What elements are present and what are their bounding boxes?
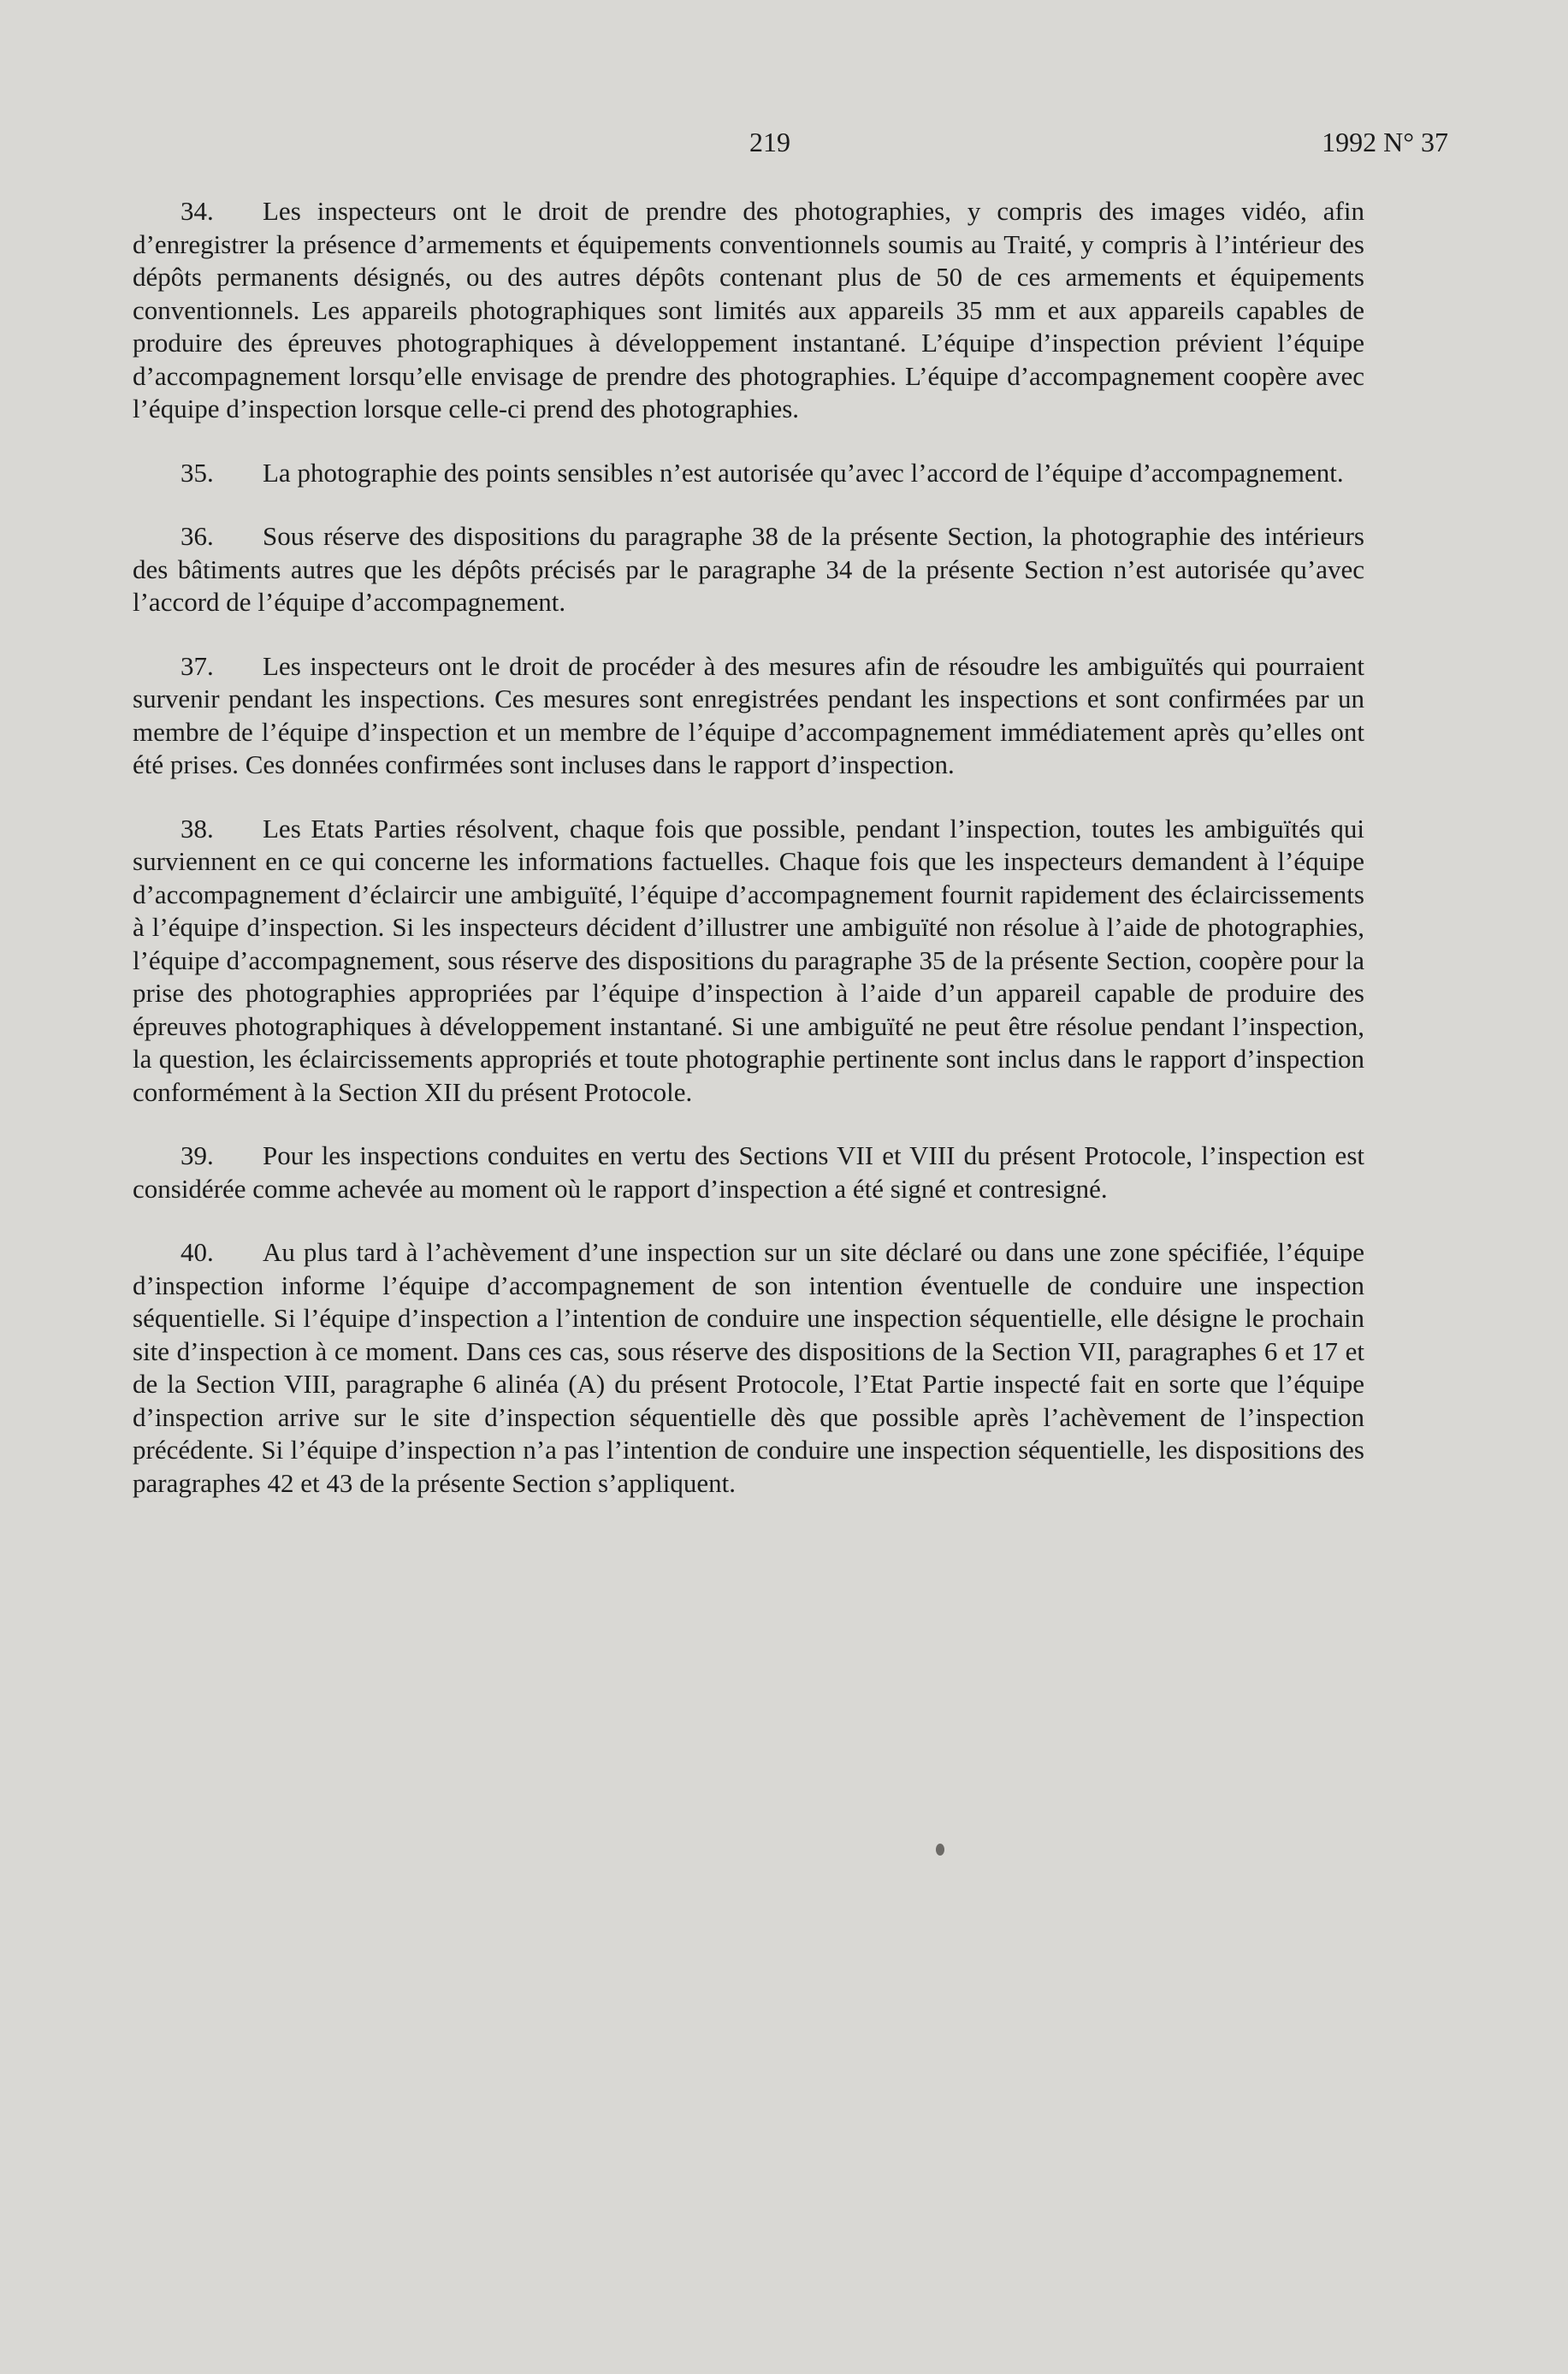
paragraph-40 [133, 1236, 1364, 1500]
issue-reference: 1992 N° 37 [1322, 127, 1448, 157]
paragraph-number: 40. [180, 1237, 214, 1267]
ink-spot [936, 1844, 944, 1856]
paragraph-34 [133, 195, 1364, 426]
paragraph-number: 35. [180, 457, 214, 488]
paragraph-35 [133, 457, 1364, 490]
paragraph-number: 34. [180, 196, 214, 226]
paragraph-text: Les inspecteurs ont le droit de procéder à des mesures afin de résoudre les ambiguïtés qui pourraient survenir pendant les inspections. Ces mesures sont enregistrées pendant les inspections et sont confirmées par un membre de l’équipe d’inspection et un membre de l’équipe d’accompagnement immédiatement après qu’elles ont été prises. Ces données confirmées sont incluses dans le rapport d’inspection. [133, 650, 1364, 779]
paragraph-text: Les inspecteurs ont le droit de prendre des photographies, y compris des images vidéo, afin d’enregistrer la présence d’armements et équipements conventionnels soumis au Traité, y compris à l’intérieur des dépôts permanents désignés, ou des autres dépôts contenant plus de 50 de ces armements et équipements conventionnels. Les appareils photographiques sont limités aux appareils 35 mm et aux appareils capables de produire des épreuves photographiques à développement instantané. L’équipe d’inspection prévient l’équipe d’accompagnement lorsqu’elle envisage de prendre des photographies. L’équipe d’accompagnement coopère avec l’équipe d’inspection lorsque celle-ci prend des photographies. [133, 196, 1364, 423]
page-header [0, 127, 1568, 161]
paragraph-37 [133, 650, 1364, 782]
page-number: 219 [749, 127, 790, 157]
paragraph-text: Sous réserve des dispositions du paragraphe 38 de la présente Section, la photographie des intérieurs des bâtiments autres que les dépôts précisés par le paragraphe 34 de la présente Section n’est autorisée qu’avec l’accord de l’équipe d’accompagnement. [133, 521, 1364, 617]
paragraph-number: 39. [180, 1140, 214, 1170]
paragraph-text: Pour les inspections conduites en vertu des Sections VII et VIII du présent Protocole, l’inspection est considérée comme achevée au moment où le rapport d’inspection a été signé et contresigné. [133, 1140, 1364, 1204]
paragraph-text: Au plus tard à l’achèvement d’une inspection sur un site déclaré ou dans une zone spécifiée, l’équipe d’inspection informe l’équipe d’accompagnement de son intention éventuelle de conduire une inspection séquentielle. Si l’équipe d’inspection a l’intention de conduire une inspection séquentielle, elle désigne le prochain site d’inspection à ce moment. Dans ces cas, sous réserve des dispositions de la Section VII, paragraphes 6 et 17 et de la Section VIII, paragraphe 6 alinéa (A) du présent Protocole, l’Etat Partie inspecté fait en sorte que l’équipe d’inspection arrive sur le site d’inspection séquentielle dès que possible après l’achèvement de l’inspection précédente. Si l’équipe d’inspection n’a pas l’intention de conduire une inspection séquentielle, les dispositions des paragraphes 42 et 43 de la présente Section s’appliquent. [133, 1237, 1364, 1498]
paragraph-38 [133, 813, 1364, 1110]
paragraph-text: La photographie des points sensibles n’est autorisée qu’avec l’accord de l’équipe d’accompagnement. [263, 457, 1344, 488]
paragraph-39 [133, 1140, 1364, 1205]
paragraph-number: 36. [180, 521, 214, 551]
document-body [133, 195, 1364, 1530]
paragraph-text: Les Etats Parties résolvent, chaque fois que possible, pendant l’inspection, toutes les ambiguïtés qui surviennent en ce qui concerne les informations factuelles. Chaque fois que les inspecteurs demandent à l’équipe d’accompagnement d’éclaircir une ambiguïté, l’équipe d’accompagnement fournit rapidement des éclaircissements à l’équipe d’inspection. Si les inspecteurs décident d’illustrer une ambiguïté non résolue à l’aide de photographies, l’équipe d’accompagnement, sous réserve des dispositions du paragraphe 35 de la présente Section, coopère pour la prise des photographies appropriées par l’équipe d’inspection à l’aide d’un appareil capable de produire des épreuves photographiques à développement instantané. Si une ambiguïté ne peut être résolue pendant l’inspection, la question, les éclaircissements appropriés et toute photographie pertinente sont inclus dans le rapport d’inspection conformément à la Section XII du présent Protocole. [133, 813, 1364, 1107]
paragraph-number: 37. [180, 650, 214, 681]
paragraph-number: 38. [180, 813, 214, 844]
paragraph-36 [133, 520, 1364, 619]
